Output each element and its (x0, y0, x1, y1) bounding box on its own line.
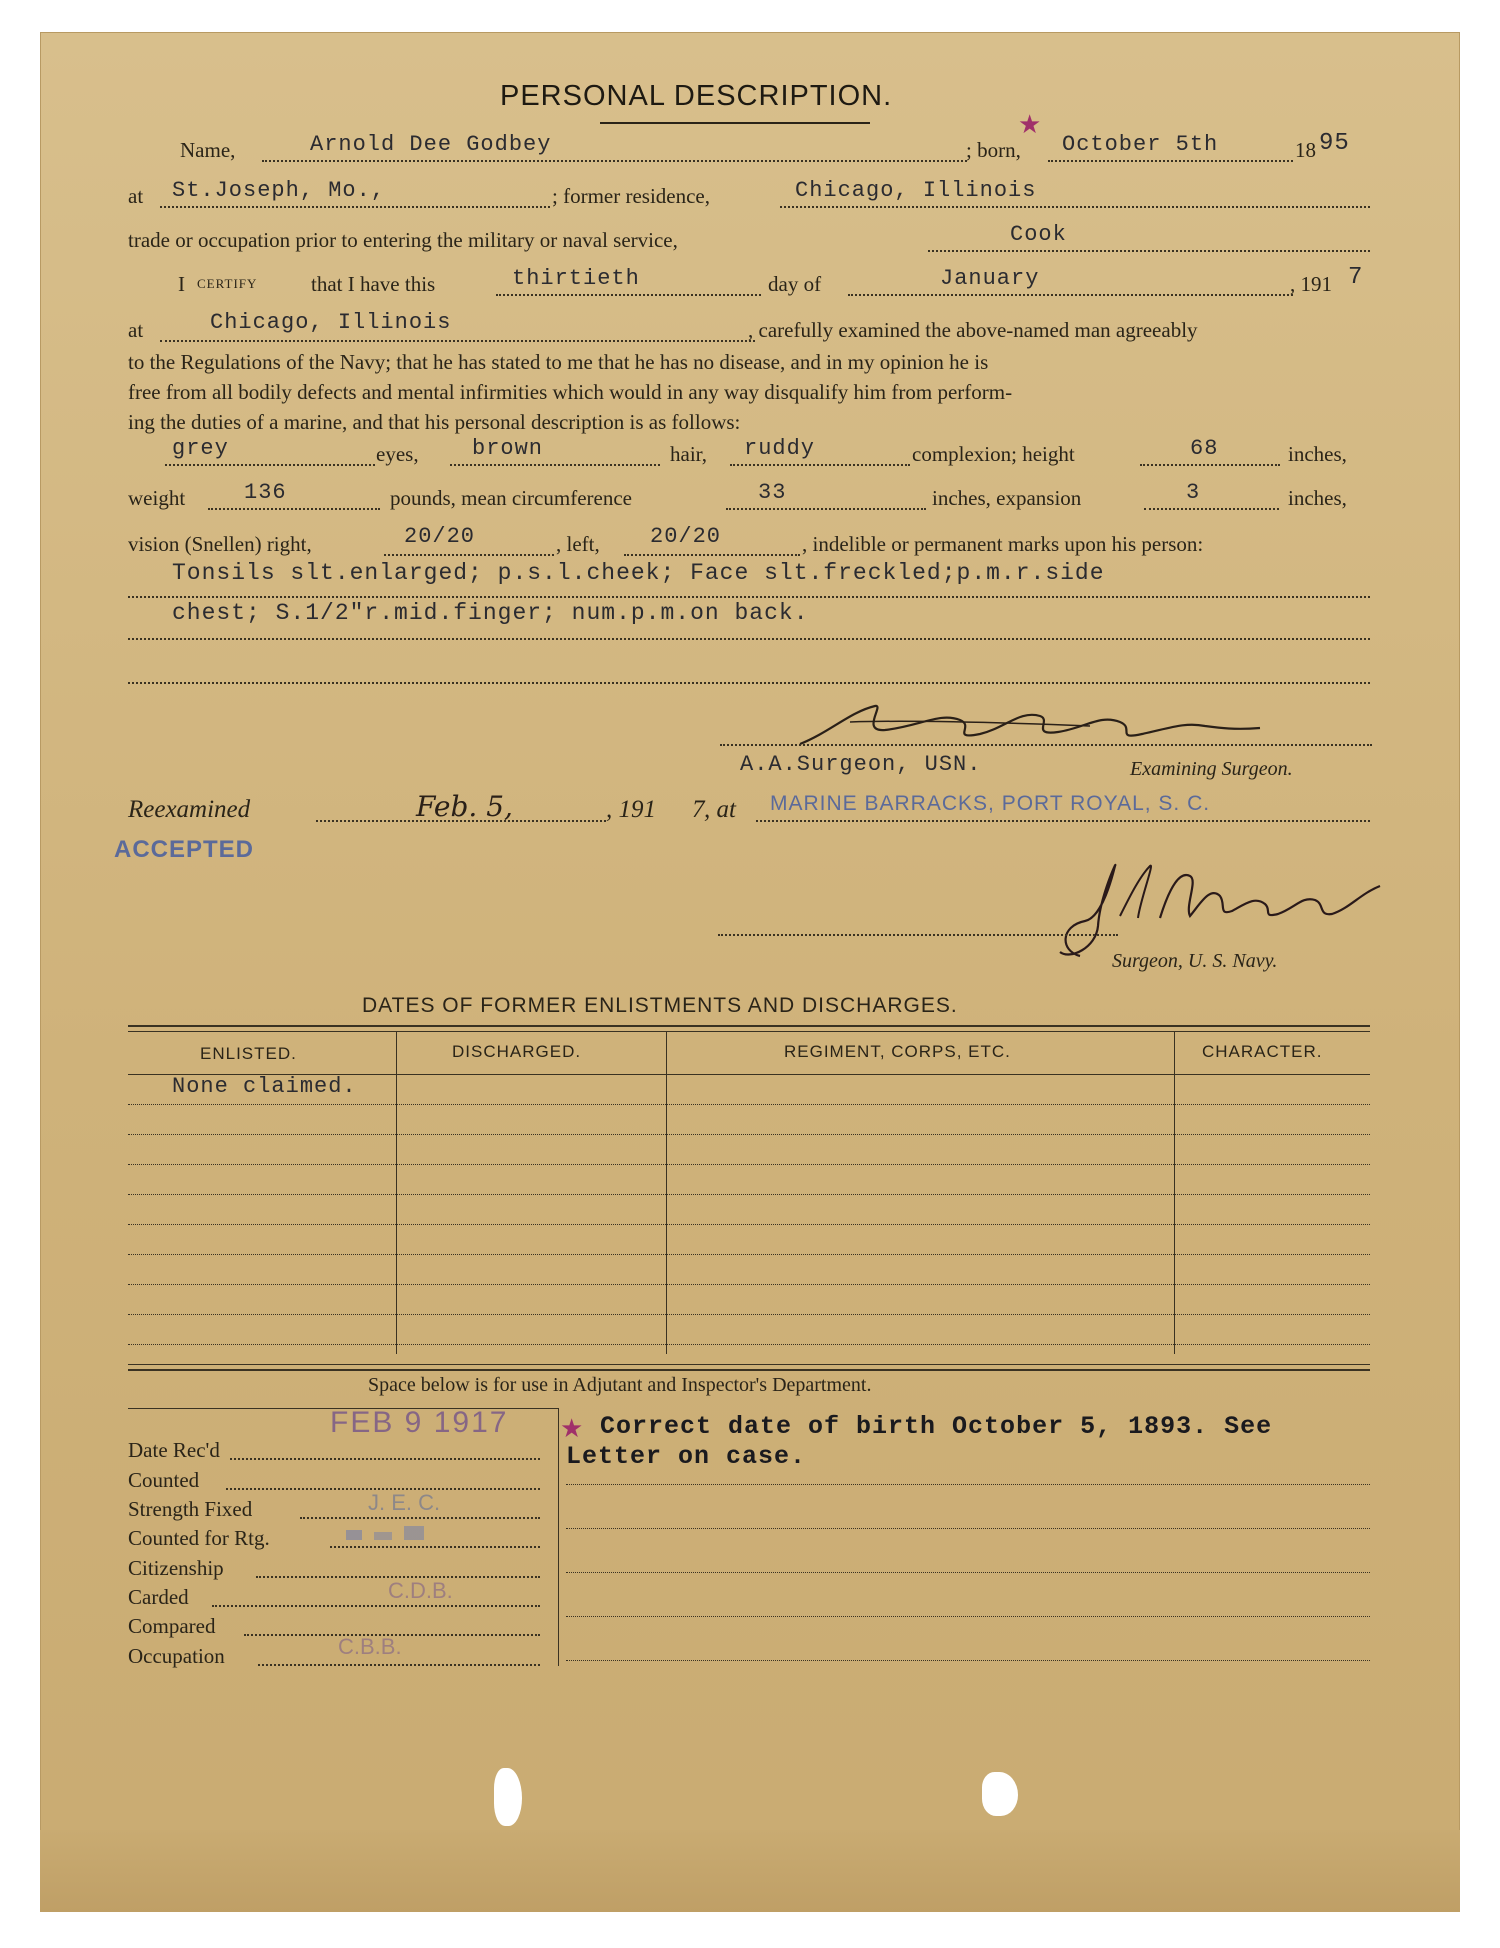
exam-place-label: at (128, 318, 144, 342)
vision-left-label: , left, (556, 532, 600, 556)
adjutant-label-strength-fixed: Strength Fixed (128, 1497, 253, 1521)
complexion-value: ruddy (744, 436, 816, 461)
birthplace-label: at (128, 184, 144, 208)
note-dotted-line (566, 1616, 1370, 1617)
adjutant-label-counted: Counted (128, 1468, 200, 1492)
trade-label: trade or occupation prior to entering the military or naval service, (128, 228, 678, 252)
height-dotted-line (1140, 464, 1280, 466)
name-value: Arnold Dee Godbey (310, 132, 552, 157)
adjutant-label-occupation: Occupation (128, 1644, 225, 1668)
table-col-divider-2 (666, 1032, 667, 1354)
marks-line-2: chest; S.1/2"r.mid.finger; num.p.m.on back. (172, 600, 809, 626)
vision-label: vision (Snellen) right, (128, 532, 312, 556)
adjutant-dotted-line (330, 1546, 540, 1548)
certify-i: I (178, 272, 185, 296)
complexion-label: complexion; height (912, 442, 1075, 466)
name-dotted-line (262, 160, 967, 162)
table-row-line (128, 1314, 1370, 1315)
adjutant-label-carded: Carded (128, 1585, 189, 1609)
adjutant-label-date-recd: Date Rec'd (128, 1438, 220, 1462)
examiner-title: A.A.Surgeon, USN. (740, 752, 982, 777)
adjutant-caption: Space below is for use in Adjutant and Inspector's Department. (368, 1374, 872, 1396)
table-col-divider-1 (396, 1032, 397, 1354)
title-underline (600, 122, 870, 124)
trade-dotted-line (928, 250, 1370, 252)
eyes-label: eyes, (376, 442, 419, 466)
vision-right-value: 20/20 (404, 524, 476, 549)
month-value: January (940, 266, 1040, 291)
adjutant-label-counted-rtg: Counted for Rtg. (128, 1526, 270, 1550)
table-row-line (128, 1224, 1370, 1225)
born-label: ; born, (966, 138, 1021, 162)
carded-initials: C.D.B. (388, 1578, 453, 1603)
born-year-prefix: 18 (1295, 138, 1316, 162)
pounds-label: pounds, mean circumference (390, 486, 632, 510)
col-discharged: DISCHARGED. (452, 1042, 582, 1061)
table-row-line (128, 1164, 1370, 1165)
table-top-rule-2 (128, 1031, 1370, 1032)
note-dotted-line (566, 1660, 1370, 1661)
circumference-dotted-line (726, 508, 926, 510)
table-row-line (128, 1344, 1370, 1345)
expansion-dotted-line (1144, 508, 1279, 510)
correction-note-line-1: Correct date of birth October 5, 1893. See (600, 1412, 1273, 1441)
year-suffix: 7 (1348, 264, 1364, 291)
month-dotted-line (848, 294, 1293, 296)
vision-left-dotted-line (624, 554, 800, 556)
certify-word: certify (197, 272, 258, 292)
former-residence-label: ; former residence, (552, 184, 711, 208)
day-value: thirtieth (512, 266, 640, 291)
reexamined-date: Feb. 5, (416, 790, 513, 823)
counted-rtg-initials-stamp (346, 1524, 456, 1544)
accepted-stamp: ACCEPTED (114, 836, 255, 863)
reexamined-place-stamp: MARINE BARRACKS, PORT ROYAL, S. C. (770, 792, 1211, 815)
note-dotted-line (566, 1528, 1370, 1529)
punch-hole (982, 1772, 1018, 1816)
birthplace-value: St.Joseph, Mo., (172, 178, 386, 203)
born-dotted-line (1048, 160, 1293, 162)
col-regiment: REGIMENT, CORPS, ETC. (784, 1042, 1011, 1061)
examining-surgeon-label: Examining Surgeon. (1130, 758, 1293, 780)
eyes-dotted-line (165, 464, 375, 466)
marks-line-1: Tonsils slt.enlarged; p.s.l.cheek; Face slt.freckled;p.m.r.side (172, 560, 1105, 586)
adjutant-dotted-line (212, 1605, 540, 1607)
weight-label: weight (128, 486, 186, 510)
residence-dotted-line (780, 206, 1370, 208)
reexamined-year-suffix: 7 (692, 796, 705, 823)
hair-dotted-line (450, 464, 660, 466)
born-year-suffix: 95 (1319, 130, 1350, 157)
paper-bottom-edge (40, 1830, 1460, 1912)
col-enlisted: ENLISTED. (200, 1044, 297, 1063)
height-value: 68 (1190, 436, 1219, 461)
enlistments-title: DATES OF FORMER ENLISTMENTS AND DISCHARGES. (362, 994, 958, 1017)
certify-rest: that I have this (311, 272, 436, 296)
adjutant-dotted-line (300, 1517, 540, 1519)
exam-place-value: Chicago, Illinois (210, 310, 452, 335)
occupation-initials: C.B.B. (338, 1634, 402, 1659)
table-bottom-rule-1 (128, 1364, 1370, 1365)
adjutant-label-citizenship: Citizenship (128, 1556, 224, 1580)
table-row-line (128, 1254, 1370, 1255)
reexamined-label: Reexamined (128, 796, 251, 823)
birthplace-dotted-line (160, 206, 550, 208)
correction-star-icon: ★ (1018, 110, 1042, 139)
reexamined-year-prefix: , 191 (606, 796, 656, 823)
adjutant-dotted-line (230, 1458, 540, 1460)
punch-hole (494, 1768, 522, 1826)
enlisted-cell-value: None claimed. (172, 1074, 357, 1099)
table-row-line (128, 1194, 1370, 1195)
expansion-label: inches, expansion (932, 486, 1082, 510)
page-title: PERSONAL DESCRIPTION. (500, 80, 893, 112)
marks-dotted-line-1 (128, 596, 1370, 598)
born-value: October 5th (1062, 132, 1219, 157)
adjutant-dotted-line (258, 1664, 540, 1666)
col-character: CHARACTER. (1202, 1042, 1323, 1061)
expansion-inches-label: inches, (1288, 486, 1347, 510)
height-inches-label: inches, (1288, 442, 1347, 466)
table-top-rule-1 (128, 1025, 1370, 1027)
complexion-dotted-line (730, 464, 910, 466)
eyes-value: grey (172, 436, 229, 461)
table-col-divider-3 (1174, 1032, 1175, 1354)
vision-right-dotted-line (384, 554, 554, 556)
note-star-icon: ★ (560, 1414, 584, 1443)
exam-line4: ing the duties of a marine, and that his personal description is as follows: (128, 410, 741, 434)
note-dotted-line (566, 1484, 1370, 1485)
day-dotted-line (496, 294, 761, 296)
reexamined-place-dotted-line (756, 820, 1370, 822)
hair-value: brown (472, 436, 544, 461)
date-received-stamp: FEB 9 1917 (330, 1406, 509, 1439)
adjutant-label-compared: Compared (128, 1614, 216, 1638)
year-prefix: , 191 (1290, 272, 1332, 296)
surgeon-usn-label: Surgeon, U. S. Navy. (1112, 950, 1278, 972)
trade-value: Cook (1010, 222, 1067, 247)
weight-value: 136 (244, 480, 287, 505)
table-row-line (128, 1284, 1370, 1285)
marks-dotted-line-3 (128, 682, 1370, 684)
surgeon-signature-line (718, 934, 1118, 936)
examining-signature-line (720, 744, 1372, 746)
expansion-value: 3 (1186, 480, 1201, 505)
weight-dotted-line (208, 508, 380, 510)
former-residence-value: Chicago, Illinois (795, 178, 1037, 203)
exam-line2: to the Regulations of the Navy; that he has stated to me that he has no disease, and in my opinion he is (128, 350, 989, 374)
hair-label: hair, (670, 442, 708, 466)
circumference-value: 33 (758, 480, 787, 505)
correction-note-line-2: Letter on case. (566, 1442, 807, 1471)
table-row-line (128, 1104, 1370, 1105)
table-bottom-rule-2 (128, 1369, 1370, 1371)
marks-dotted-line-2 (128, 638, 1370, 640)
strength-fixed-initials: J. E. C. (368, 1490, 441, 1515)
exam-line3: free from all bodily defects and mental infirmities which would in any way disqualify him from perform- (128, 380, 1013, 404)
exam-place-dotted-line (160, 340, 755, 342)
table-row-line (128, 1134, 1370, 1135)
note-dotted-line (566, 1572, 1370, 1573)
reexamined-at-label: , at (704, 796, 736, 823)
day-of-label: day of (768, 272, 822, 296)
vision-left-value: 20/20 (650, 524, 722, 549)
name-label: Name, (180, 138, 236, 162)
adjutant-divider (558, 1408, 559, 1666)
exam-line1-end: , carefully examined the above-named man agreeably (748, 318, 1198, 342)
marks-label: , indelible or permanent marks upon his person: (802, 532, 1204, 556)
